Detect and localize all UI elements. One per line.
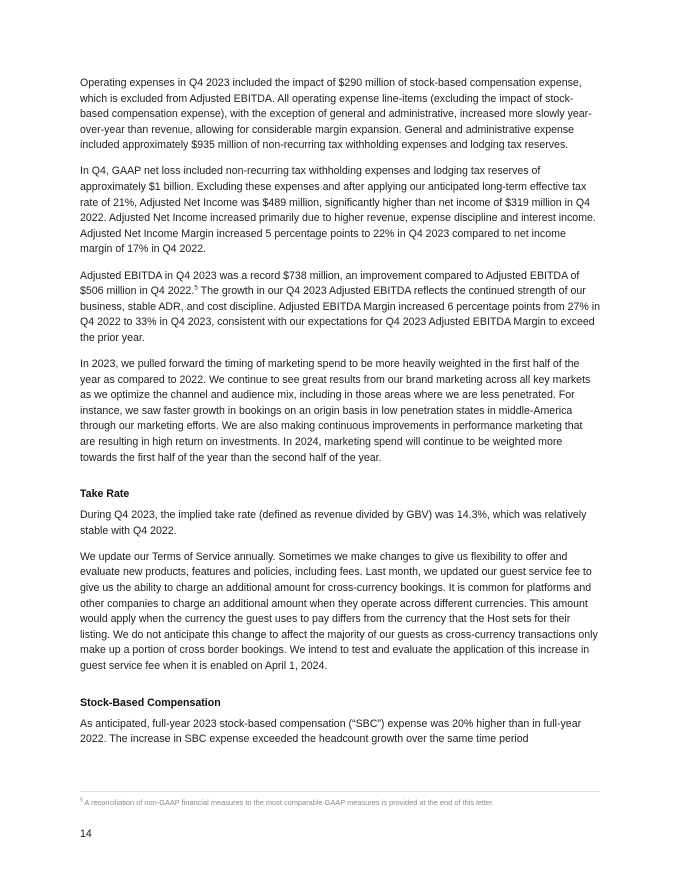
- ebitda-text-start: Adjusted EBITDA in Q4 2023 was a record $738 million, an improvement compared to Adjusted EBITDA of $506 million in Q4 2022.: [80, 269, 580, 298]
- paragraph-take-rate: During Q4 2023, the implied take rate (defined as revenue divided by GBV) was 14.3%, which was relatively stable with Q4 2022.: [80, 509, 587, 537]
- ebitda-text-end: The growth in our Q4 2023 Adjusted EBITDA reflects the continued strength of our business, stable ADR, and cost discipline. Adjusted EBITDA Margin increased 6 percentage points from 27% in Q4 2022 to 33% in Q4 2023, consistent with our expectations for Q4 2023 Adjusted EBITDA Margin to exceed the prior year.: [80, 285, 600, 344]
- footnote-reference: 5: [194, 284, 198, 292]
- footnote-number: 5: [80, 797, 83, 804]
- heading-take-rate: Take Rate: [80, 488, 130, 501]
- heading-stock-based-compensation: Stock-Based Compensation: [80, 696, 221, 709]
- footnote-divider: [80, 791, 600, 792]
- footnote: [80, 797, 600, 808]
- paragraph-marketing: In 2023, we pulled forward the timing of marketing spend to be more heavily weighted in the first half of the year as compared to 2022. We continue to see great results from our brand marketing across all key markets as we optimize the channel and audience mix, including in those areas where we are less penetrated. For instance, we saw faster growth in bookings on an origin basis in low penetration states in middle-America through our marketing efforts. We are also making continuous improvements in performance marketing that are resulting in high return on investments. In 2024, marketing spend will continue to be weighted more towards the first half of the year than the second half of the year.: [80, 358, 591, 464]
- paragraph-stock-based-compensation: As anticipated, full-year 2023 stock-based compensation (“SBC”) expense was 20% higher than in full-year 2022. The increase in SBC expense exceeded the headcount growth over the same time period: [80, 717, 582, 746]
- footnote-text: A reconciliation of non-GAAP financial measures to the most comparable GAAP measures is provided at the end of this letter.: [82, 798, 495, 807]
- paragraph-adjusted-ebitda: [80, 269, 600, 347]
- page-content: [80, 76, 600, 758]
- paragraph-terms-of-service: We update our Terms of Service annually. Sometimes we make changes to give us flexibility to offer and evaluate new products, features and policies, including fees. Last month, we updated our guest service fee to give us the ability to charge an additional amount for cross-currency bookings. It is common for platforms and other companies to charge an additional amount when they operate across different currencies. This amount would apply when the currency the guest uses to pay differs from the currency that the Host sets for their listing. We do not anticipate this change to affect the majority of our guests as cross-currency transactions only make up a portion of cross border bookings. We intend to test and evaluate the application of this increase in guest service fee when it is enabled on April 1, 2024.: [80, 550, 598, 672]
- paragraph-net-income: In Q4, GAAP net loss included non-recurring tax withholding expenses and lodging tax reserves of approximately $1 billion. Excluding these expenses and after applying our anticipated long-term effective tax rate of 21%, Adjusted Net Income was $489 million, significantly higher than net income of $319 million in Q4 2022. Adjusted Net Income increased primarily due to higher revenue, expense discipline and interest income. Adjusted Net Income Margin increased 5 percentage points to 22% in Q4 2023 compared to net income margin of 17% in Q4 2022.: [80, 165, 596, 256]
- paragraph-operating-expenses: Operating expenses in Q4 2023 included the impact of $290 million of stock-based compensation expense, which is excluded from Adjusted EBITDA. All operating expense line-items (excluding the impact of stock-based compensation expense), with the exception of general and administrative, increased more slowly year-over-year than revenue, allowing for considerable margin expansion. General and administrative expense included approximately $935 million of non-recurring tax withholding expenses and lodging tax reserves.: [80, 77, 592, 152]
- page-number: 14: [80, 828, 92, 840]
